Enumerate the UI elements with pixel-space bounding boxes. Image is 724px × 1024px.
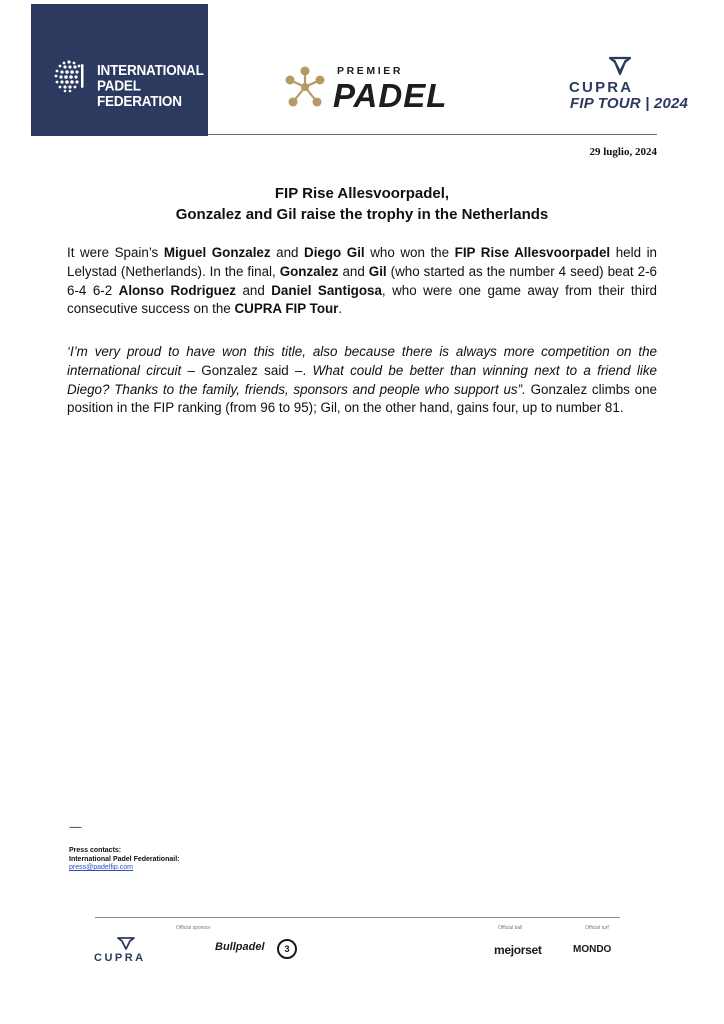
p2-text: – Gonzalez said –. bbox=[181, 362, 313, 378]
paragraph-2 bbox=[67, 343, 657, 418]
p1-bold: Diego Gil bbox=[304, 245, 365, 260]
sponsor-label-mid: Official ball bbox=[498, 925, 523, 931]
separator-dashes: ------ bbox=[69, 822, 81, 832]
ifp-header-block bbox=[31, 4, 208, 136]
ifp-name bbox=[97, 63, 204, 109]
p1-bold: FIP Rise Allesvoorpadel bbox=[454, 245, 611, 260]
mondo-logo: MONDO bbox=[573, 944, 612, 955]
p1-text: (who started as the number 4 seed) beat 2-6 6-4 6-2 bbox=[67, 263, 657, 298]
bullpadel-mark: 3 bbox=[277, 939, 297, 959]
bullpadel-logo: Bullpadel bbox=[215, 941, 265, 953]
p2-text: Gonzalez climbs one position in the FIP ranking (from 96 to 95); Gil, on the other hand, gains four, up to number 81. bbox=[67, 381, 657, 416]
title-line2: Gonzalez and Gil raise the trophy in the Netherlands bbox=[175, 206, 549, 223]
p1-text: . bbox=[338, 301, 343, 317]
press-date: 29 luglio, 2024 bbox=[589, 146, 657, 158]
p1-bold: Miguel Gonzalez bbox=[163, 245, 271, 260]
cupra-footer-logo: CUPRA bbox=[94, 952, 146, 964]
ifp-name-line3: FEDERATION bbox=[97, 92, 182, 110]
p1-text: and bbox=[235, 282, 272, 298]
press-contacts-org: International Padel Federationail: bbox=[69, 855, 180, 863]
title-line1: FIP Rise Allesvoorpadel, bbox=[274, 185, 450, 202]
p1-text: who won the bbox=[364, 245, 455, 260]
cupra-logo-icon bbox=[570, 56, 670, 80]
header-divider bbox=[208, 134, 657, 135]
padel-word: PADEL bbox=[333, 77, 448, 114]
press-contacts bbox=[69, 847, 179, 864]
p1-text: held in Lelystad (Netherlands). In the final, bbox=[67, 245, 657, 279]
mejorset-logo: mejorset bbox=[494, 943, 542, 957]
p1-bold: Alonso Rodriguez bbox=[118, 282, 236, 298]
cupra-word: CUPRA bbox=[569, 79, 634, 96]
fip-tour-label: FIP TOUR | 2024 bbox=[570, 95, 689, 112]
p2-quote: ‘I’m very proud to have won this title, also because there is always more competition on the international circuit bbox=[67, 344, 657, 378]
cupra-footer-icon bbox=[117, 937, 135, 951]
ifp-ball-icon bbox=[51, 58, 87, 94]
p1-text: and bbox=[338, 263, 369, 279]
sponsor-label-right: Official turf bbox=[585, 925, 609, 931]
paragraph-1 bbox=[67, 244, 657, 319]
sponsor-label-left: Official sponsor bbox=[176, 925, 211, 931]
p2-quote: What could be better than winning next to a friend like Diego? Thanks to the family, friends, sponsors and people who support us”. bbox=[67, 362, 657, 397]
p1-text: It were Spain’s bbox=[67, 245, 164, 260]
p1-text: , who were one game away from their third consecutive success on the bbox=[67, 282, 657, 317]
p1-bold: CUPRA FIP Tour bbox=[234, 301, 339, 317]
ifp-name-line2: PADEL bbox=[97, 77, 141, 94]
p1-text: and bbox=[270, 245, 305, 260]
press-contacts-label: Press contacts: bbox=[69, 847, 122, 854]
p1-bold: Daniel Santigosa bbox=[271, 282, 382, 298]
premier-word: PREMIER bbox=[337, 65, 404, 77]
ifp-name-line1: INTERNATIONAL bbox=[97, 61, 204, 79]
p1-bold: Gonzalez bbox=[279, 263, 339, 279]
footer-divider bbox=[95, 917, 620, 918]
p1-bold: Gil bbox=[368, 263, 387, 279]
press-title bbox=[67, 183, 657, 225]
press-email-link[interactable]: press@padelfip.com bbox=[69, 864, 133, 871]
premier-padel-flower-icon bbox=[282, 66, 328, 108]
